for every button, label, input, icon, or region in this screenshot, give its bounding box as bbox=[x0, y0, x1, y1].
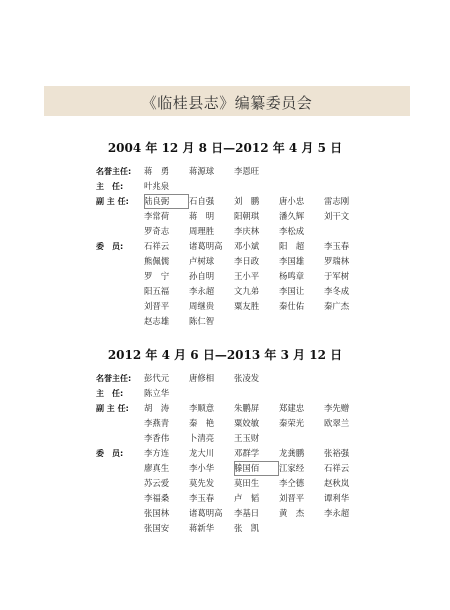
member-name: 李福桑 bbox=[144, 493, 170, 503]
member-row bbox=[96, 386, 426, 401]
member-name: 胡 涛 bbox=[144, 403, 170, 413]
role-label bbox=[96, 476, 144, 491]
member-name: 秦 艳 bbox=[189, 418, 215, 428]
member-name: 雷志刚 bbox=[324, 196, 350, 206]
member-row bbox=[96, 521, 426, 536]
member-name: 龙龚鹏 bbox=[279, 448, 305, 458]
member-name: 蒋 勇 bbox=[144, 166, 170, 176]
member-name: 莫田生 bbox=[234, 478, 260, 488]
member-name: 杨鸣章 bbox=[279, 271, 305, 281]
role-label: 名誉主任: bbox=[96, 374, 132, 383]
role-label bbox=[96, 299, 144, 314]
member-name: 莫先发 bbox=[189, 478, 215, 488]
role-label: 副 主 任: bbox=[96, 404, 129, 413]
role-label bbox=[96, 491, 144, 506]
member-name: 张裕强 bbox=[324, 448, 350, 458]
member-name: 谭利华 bbox=[324, 493, 350, 503]
member-row bbox=[96, 269, 426, 284]
member-row bbox=[96, 299, 426, 314]
member-name: 阳五福 bbox=[144, 286, 170, 296]
member-name: 秦仕佑 bbox=[279, 301, 305, 311]
member-row bbox=[96, 314, 426, 329]
member-name: 叶兆泉 bbox=[144, 181, 170, 191]
member-name: 蒋新华 bbox=[189, 523, 215, 533]
member-row bbox=[96, 416, 426, 431]
member-name: 廖真生 bbox=[144, 463, 170, 473]
member-row bbox=[96, 476, 426, 491]
member-row bbox=[96, 446, 426, 461]
member-name: 石自强 bbox=[189, 196, 215, 206]
role-label: 副 主 任: bbox=[96, 197, 129, 206]
member-name: 苏云爱 bbox=[144, 478, 170, 488]
role-label: 名誉主任: bbox=[96, 167, 132, 176]
member-name: 卜清亮 bbox=[189, 433, 215, 443]
role-label bbox=[96, 224, 144, 239]
member-name: 孙自明 bbox=[189, 271, 215, 281]
member-row bbox=[96, 491, 426, 506]
member-name: 陈仁智 bbox=[189, 316, 215, 326]
page-title: 《临桂县志》编纂委员会 bbox=[141, 94, 313, 112]
member-name: 李日政 bbox=[234, 256, 260, 266]
member-name: 石祥云 bbox=[144, 241, 170, 251]
member-name: 李永超 bbox=[189, 286, 215, 296]
member-name: 卢树球 bbox=[189, 256, 215, 266]
title-banner bbox=[44, 86, 410, 116]
role-label bbox=[96, 521, 144, 536]
term-2-roster bbox=[96, 371, 426, 536]
member-name: 龙大川 bbox=[189, 448, 215, 458]
member-name: 刘晋平 bbox=[279, 493, 305, 503]
member-name: 罗瑞林 bbox=[324, 256, 350, 266]
role-label: 委 员: bbox=[96, 242, 124, 251]
member-name: 黄 杰 bbox=[279, 508, 305, 518]
member-name: 邓小斌 bbox=[234, 241, 260, 251]
term-1-heading: 2004 年 12 月 8 日—2012 年 4 月 5 日 bbox=[107, 141, 343, 155]
member-name: 秦广杰 bbox=[324, 301, 350, 311]
member-name: 李永超 bbox=[324, 508, 350, 518]
member-name: 李松成 bbox=[279, 226, 305, 236]
member-name: 李庆林 bbox=[234, 226, 260, 236]
member-row bbox=[96, 401, 426, 416]
role-label bbox=[96, 461, 144, 476]
member-name: 唐小忠 bbox=[279, 196, 305, 206]
member-name: 罗奇志 bbox=[144, 226, 170, 236]
member-name: 石祥云 bbox=[324, 463, 350, 473]
member-name: 秦荣光 bbox=[279, 418, 305, 428]
member-name: 李冬成 bbox=[324, 286, 350, 296]
role-label bbox=[96, 269, 144, 284]
member-name: 李基日 bbox=[234, 508, 260, 518]
member-row bbox=[96, 506, 426, 521]
member-name: 粟友胜 bbox=[234, 301, 260, 311]
member-name: 李小华 bbox=[189, 463, 215, 473]
member-name: 蒋 明 bbox=[189, 211, 215, 221]
role-label bbox=[96, 254, 144, 269]
member-name: 郑建忠 bbox=[279, 403, 305, 413]
member-name: 赵秋岚 bbox=[324, 478, 350, 488]
member-name: 朱鹏屏 bbox=[234, 403, 260, 413]
member-name: 王小平 bbox=[234, 271, 260, 281]
member-name: 刘晋平 bbox=[144, 301, 170, 311]
member-row bbox=[96, 461, 426, 476]
member-name: 唐修相 bbox=[189, 373, 215, 383]
member-name: 陆良弼 bbox=[144, 194, 189, 209]
member-name: 赵志雄 bbox=[144, 316, 170, 326]
term-2-heading: 2012 年 4 月 6 日—2013 年 3 月 12 日 bbox=[107, 348, 343, 362]
member-name: 周继贵 bbox=[189, 301, 215, 311]
member-name: 邓群学 bbox=[234, 448, 260, 458]
role-label bbox=[96, 506, 144, 521]
member-row bbox=[96, 371, 426, 386]
member-name: 李仝德 bbox=[279, 478, 305, 488]
member-name: 滕国佰 bbox=[234, 461, 279, 476]
member-name: 彭代元 bbox=[144, 373, 170, 383]
member-name: 李常荷 bbox=[144, 211, 170, 221]
member-name: 张国安 bbox=[144, 523, 170, 533]
member-name: 张 凯 bbox=[234, 523, 260, 533]
member-name: 阳 超 bbox=[279, 241, 305, 251]
member-row bbox=[96, 254, 426, 269]
member-name: 王玉财 bbox=[234, 433, 260, 443]
role-label bbox=[96, 431, 144, 446]
member-row bbox=[96, 179, 426, 194]
member-name: 于军树 bbox=[324, 271, 350, 281]
member-name: 张国林 bbox=[144, 508, 170, 518]
role-label bbox=[96, 314, 144, 329]
member-name: 李先赠 bbox=[324, 403, 350, 413]
member-row bbox=[96, 194, 426, 209]
member-name: 罗 宁 bbox=[144, 271, 170, 281]
member-row bbox=[96, 239, 426, 254]
member-row bbox=[96, 284, 426, 299]
member-name: 蒋源球 bbox=[189, 166, 215, 176]
member-name: 刘 鹏 bbox=[234, 196, 260, 206]
member-row bbox=[96, 164, 426, 179]
member-name: 江家经 bbox=[279, 463, 305, 473]
member-name: 李恩旺 bbox=[234, 166, 260, 176]
member-name: 周理胜 bbox=[189, 226, 215, 236]
role-label bbox=[96, 209, 144, 224]
member-name: 李国雄 bbox=[279, 256, 305, 266]
member-name: 李玉春 bbox=[324, 241, 350, 251]
member-name: 李顺意 bbox=[189, 403, 215, 413]
role-label: 委 员: bbox=[96, 449, 124, 458]
member-row bbox=[96, 224, 426, 239]
member-name: 诸葛明高 bbox=[189, 508, 223, 518]
member-name: 欧翠兰 bbox=[324, 418, 350, 428]
role-label bbox=[96, 284, 144, 299]
member-name: 熊佩儒 bbox=[144, 256, 170, 266]
member-name: 文九弟 bbox=[234, 286, 260, 296]
member-row bbox=[96, 431, 426, 446]
member-name: 潘久辉 bbox=[279, 211, 305, 221]
member-name: 李方连 bbox=[144, 448, 170, 458]
term-1-roster bbox=[96, 164, 426, 329]
member-name: 粟姣敏 bbox=[234, 418, 260, 428]
member-name: 李燕青 bbox=[144, 418, 170, 428]
role-label: 主 任: bbox=[96, 389, 124, 398]
member-row bbox=[96, 209, 426, 224]
member-name: 刘干文 bbox=[324, 211, 350, 221]
member-name: 李香伟 bbox=[144, 433, 170, 443]
member-name: 李玉春 bbox=[189, 493, 215, 503]
member-name: 阳朝琪 bbox=[234, 211, 260, 221]
member-name: 卢 韬 bbox=[234, 493, 260, 503]
member-name: 张凌发 bbox=[234, 373, 260, 383]
role-label: 主 任: bbox=[96, 182, 124, 191]
member-name: 诸葛明高 bbox=[189, 241, 223, 251]
member-name: 陈立华 bbox=[144, 388, 170, 398]
member-name: 李国让 bbox=[279, 286, 305, 296]
role-label bbox=[96, 416, 144, 431]
